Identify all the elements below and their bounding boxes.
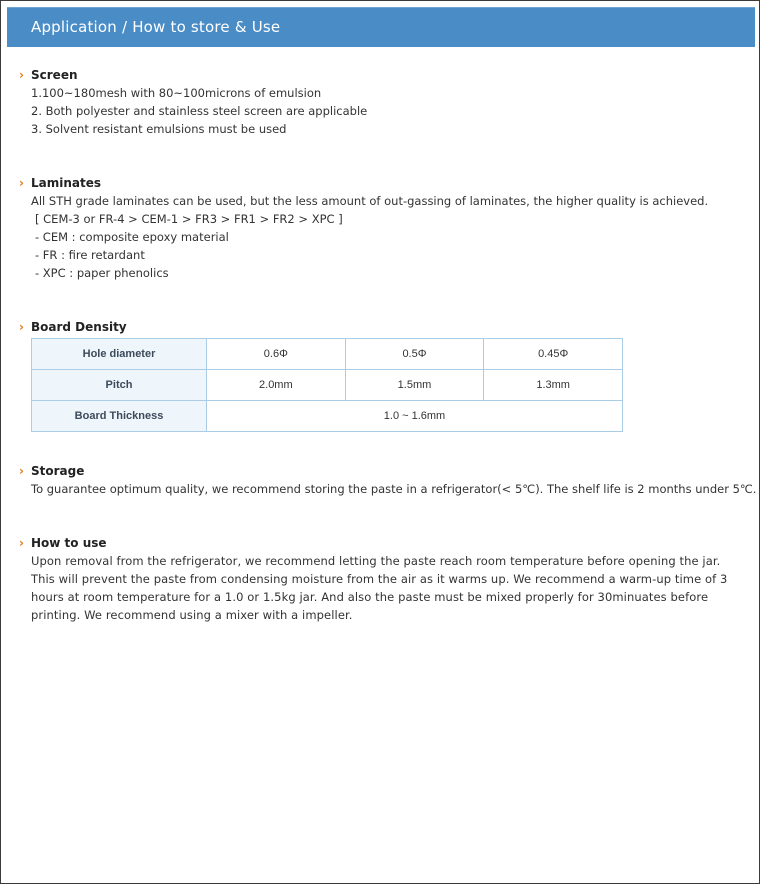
chevron-right-icon: ›: [19, 464, 24, 478]
board-density-section: [19, 320, 749, 336]
storage-title: Storage: [31, 464, 85, 478]
storage-section: [19, 464, 757, 498]
screen-section: [19, 68, 749, 138]
table-row: [32, 339, 623, 370]
screen-line: 2. Both polyester and stainless steel screen are applicable: [31, 104, 368, 118]
table-cell: 1.3mm: [484, 370, 623, 401]
table-cell: 1.5mm: [345, 370, 484, 401]
how-to-use-section: [19, 536, 749, 624]
laminates-line: - XPC : paper phenolics: [35, 266, 169, 280]
laminates-line: [ CEM-3 or FR-4 > CEM-1 > FR3 > FR1 > FR2 > XPC ]: [35, 212, 343, 226]
how-to-use-title: How to use: [31, 536, 107, 550]
how-to-use-text: Upon removal from the refrigerator, we recommend letting the paste reach room temperature before opening the jar. This will prevent the paste from condensing moisture from the air as it warms up. We recommend a warm-up time of 3 hours at room temperature for a 1.0 or 1.5kg jar. And also the paste must be mixed properly for 30minuates before printing. We recommend using a mixer with a impeller.: [31, 554, 728, 622]
table-row-label: Pitch: [32, 370, 207, 401]
board-density-table: [31, 338, 623, 432]
table-cell: 1.0 ~ 1.6mm: [207, 401, 623, 432]
page-header: [7, 7, 755, 47]
laminates-line: - CEM : composite epoxy material: [35, 230, 229, 244]
table-cell: 2.0mm: [207, 370, 346, 401]
chevron-right-icon: ›: [19, 536, 24, 550]
table-row: [32, 370, 623, 401]
laminates-line: All STH grade laminates can be used, but the less amount of out-gassing of laminates, the higher quality is achieved.: [31, 194, 709, 208]
screen-line: 1.100~180mesh with 80~100microns of emulsion: [31, 86, 322, 100]
table-cell: 0.5Φ: [345, 339, 484, 370]
laminates-section: [19, 176, 749, 282]
screen-line: 3. Solvent resistant emulsions must be used: [31, 122, 287, 136]
chevron-right-icon: ›: [19, 176, 24, 190]
table-row-label: Board Thickness: [32, 401, 207, 432]
table-cell: 0.45Φ: [484, 339, 623, 370]
storage-text: To guarantee optimum quality, we recommend storing the paste in a refrigerator(< 5℃). The shelf life is 2 months under 5℃.: [31, 482, 757, 496]
laminates-title: Laminates: [31, 176, 102, 190]
chevron-right-icon: ›: [19, 68, 24, 82]
table-row: [32, 401, 623, 432]
screen-title: Screen: [31, 68, 78, 82]
chevron-right-icon: ›: [19, 320, 24, 334]
table-row-label: Hole diameter: [32, 339, 207, 370]
laminates-line: - FR : fire retardant: [35, 248, 145, 262]
table-cell: 0.6Φ: [207, 339, 346, 370]
page-title: Application / How to store & Use: [31, 18, 281, 36]
board-density-title: Board Density: [31, 320, 127, 334]
